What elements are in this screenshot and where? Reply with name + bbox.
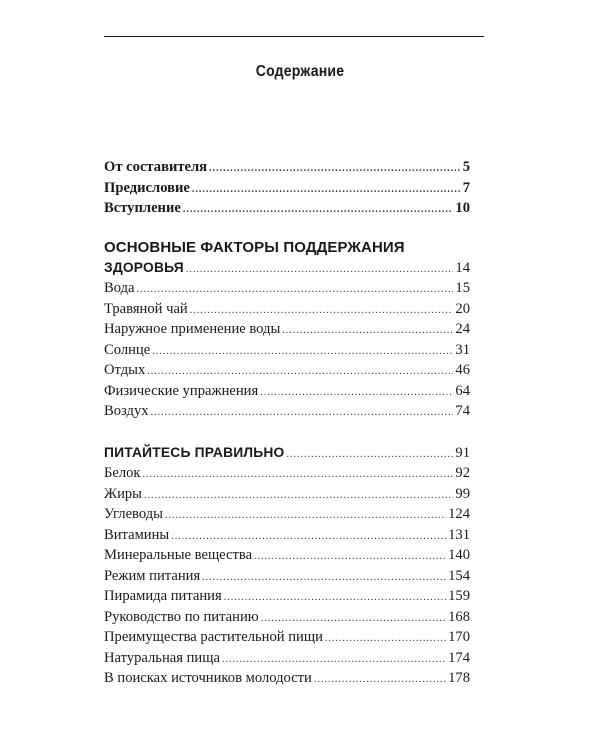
- leader-dots: [151, 403, 454, 424]
- toc-entry[interactable]: [104, 566, 470, 587]
- toc-entry-page: 168: [448, 608, 470, 625]
- leader-dots: [286, 445, 453, 466]
- toc-entry-label: Натуральная пища: [104, 649, 220, 666]
- toc-entry-label: Наружное применение воды: [104, 321, 281, 337]
- toc-entry-page: 159: [448, 588, 470, 604]
- toc-entry-page: 74: [455, 403, 470, 419]
- toc-entry-page: 154: [448, 567, 470, 584]
- section-heading-label: ЗДОРОВЬЯ: [104, 259, 184, 275]
- header-rule: [104, 36, 484, 37]
- leader-dots: [152, 342, 453, 363]
- section-health-factors: [104, 238, 470, 422]
- toc-entry[interactable]: [104, 586, 470, 607]
- toc-entry[interactable]: [104, 157, 470, 178]
- toc-entry[interactable]: [104, 178, 470, 199]
- section-heading-entry[interactable]: [104, 258, 470, 279]
- toc-entry-page: 178: [448, 670, 470, 686]
- leader-dots: [314, 670, 446, 691]
- toc-entry[interactable]: [104, 401, 470, 422]
- leader-dots: [192, 180, 461, 201]
- leader-dots: [209, 159, 461, 180]
- toc-entry[interactable]: [104, 627, 470, 648]
- toc-entry-page: 31: [455, 341, 470, 358]
- leader-dots: [260, 383, 453, 404]
- toc-entry[interactable]: [104, 484, 470, 505]
- toc-entry-page: 140: [448, 547, 470, 563]
- toc-entry-page: 174: [448, 649, 470, 666]
- toc-entry[interactable]: [104, 545, 470, 566]
- toc-entry-page: 170: [448, 629, 470, 645]
- toc-entry-label: Воздух: [104, 403, 149, 419]
- toc-entry-page: 14: [455, 259, 470, 276]
- leader-dots: [282, 321, 453, 342]
- toc-entry-label: Предисловие: [104, 179, 190, 196]
- toc-entry-page: 20: [455, 300, 470, 317]
- toc-entry-label: Травяной чай: [104, 300, 188, 317]
- front-matter: [104, 157, 470, 219]
- table-of-contents: [104, 157, 470, 689]
- toc-entry[interactable]: [104, 299, 470, 320]
- leader-dots: [222, 650, 446, 671]
- toc-entry-label: Углеводы: [104, 506, 163, 522]
- leader-dots: [224, 588, 446, 609]
- toc-entry[interactable]: [104, 340, 470, 361]
- toc-entry-label: Руководство по питанию: [104, 608, 259, 625]
- toc-entry[interactable]: [104, 360, 470, 381]
- toc-entry-page: 7: [462, 179, 470, 196]
- toc-entry-page: 92: [455, 465, 470, 481]
- toc-entry-label: Белок: [104, 465, 141, 481]
- toc-entry-label: Солнце: [104, 341, 151, 358]
- toc-entry[interactable]: [104, 381, 470, 402]
- toc-entry-label: Режим питания: [104, 567, 201, 584]
- toc-entry-page: 5: [462, 159, 470, 175]
- toc-entry-page: 10: [455, 200, 470, 216]
- leader-dots: [143, 465, 454, 486]
- toc-entry-label: Жиры: [104, 485, 142, 502]
- toc-entry[interactable]: [104, 525, 470, 546]
- leader-dots: [147, 362, 453, 383]
- toc-entry-page: 24: [455, 321, 470, 337]
- leader-dots: [325, 629, 446, 650]
- toc-entry-label: Преимущества растительной пищи: [104, 629, 323, 645]
- toc-entry-label: Пирамида питания: [104, 588, 222, 604]
- leader-dots: [254, 547, 446, 568]
- leader-dots: [202, 568, 446, 589]
- leader-dots: [137, 280, 454, 301]
- toc-entry[interactable]: [104, 463, 470, 484]
- leader-dots: [144, 486, 453, 507]
- toc-entry-label: Витамины: [104, 526, 170, 543]
- leader-dots: [261, 609, 446, 630]
- leader-dots: [190, 301, 454, 322]
- toc-entry-label: Вода: [104, 280, 135, 296]
- toc-entry-label: В поисках источников молодости: [104, 670, 312, 686]
- toc-entry-page: 91: [455, 444, 470, 461]
- toc-entry-label: Вступление: [104, 200, 181, 216]
- section-heading[interactable]: ОСНОВНЫЕ ФАКТОРЫ ПОДДЕРЖАНИЯ: [104, 238, 405, 256]
- toc-entry-label: Физические упражнения: [104, 382, 259, 399]
- leader-dots: [171, 527, 446, 548]
- toc-entry-label: Минеральные вещества: [104, 547, 253, 563]
- toc-entry[interactable]: [104, 607, 470, 628]
- toc-entry-page: 46: [455, 362, 470, 378]
- toc-title: Содержание: [255, 63, 345, 80]
- toc-entry-page: 64: [455, 382, 470, 399]
- leader-dots: [165, 506, 446, 527]
- leader-dots: [186, 260, 454, 281]
- toc-entry[interactable]: [104, 504, 470, 525]
- section-nutrition: [104, 443, 470, 689]
- leader-dots: [183, 200, 454, 221]
- toc-entry-page: 15: [455, 280, 470, 296]
- toc-entry[interactable]: [104, 319, 470, 340]
- toc-entry-label: Отдых: [104, 362, 146, 378]
- toc-entry[interactable]: [104, 668, 470, 689]
- toc-entry-page: 131: [448, 526, 470, 543]
- section-heading-entry[interactable]: [104, 443, 470, 464]
- toc-entry-page: 124: [448, 506, 470, 522]
- toc-entry[interactable]: [104, 198, 470, 219]
- toc-entry-page: 99: [455, 485, 470, 502]
- toc-entry[interactable]: [104, 278, 470, 299]
- toc-entry-label: От составителя: [104, 159, 208, 175]
- section-heading-label: ПИТАЙТЕСЬ ПРАВИЛЬНО: [104, 444, 285, 460]
- toc-entry[interactable]: [104, 648, 470, 669]
